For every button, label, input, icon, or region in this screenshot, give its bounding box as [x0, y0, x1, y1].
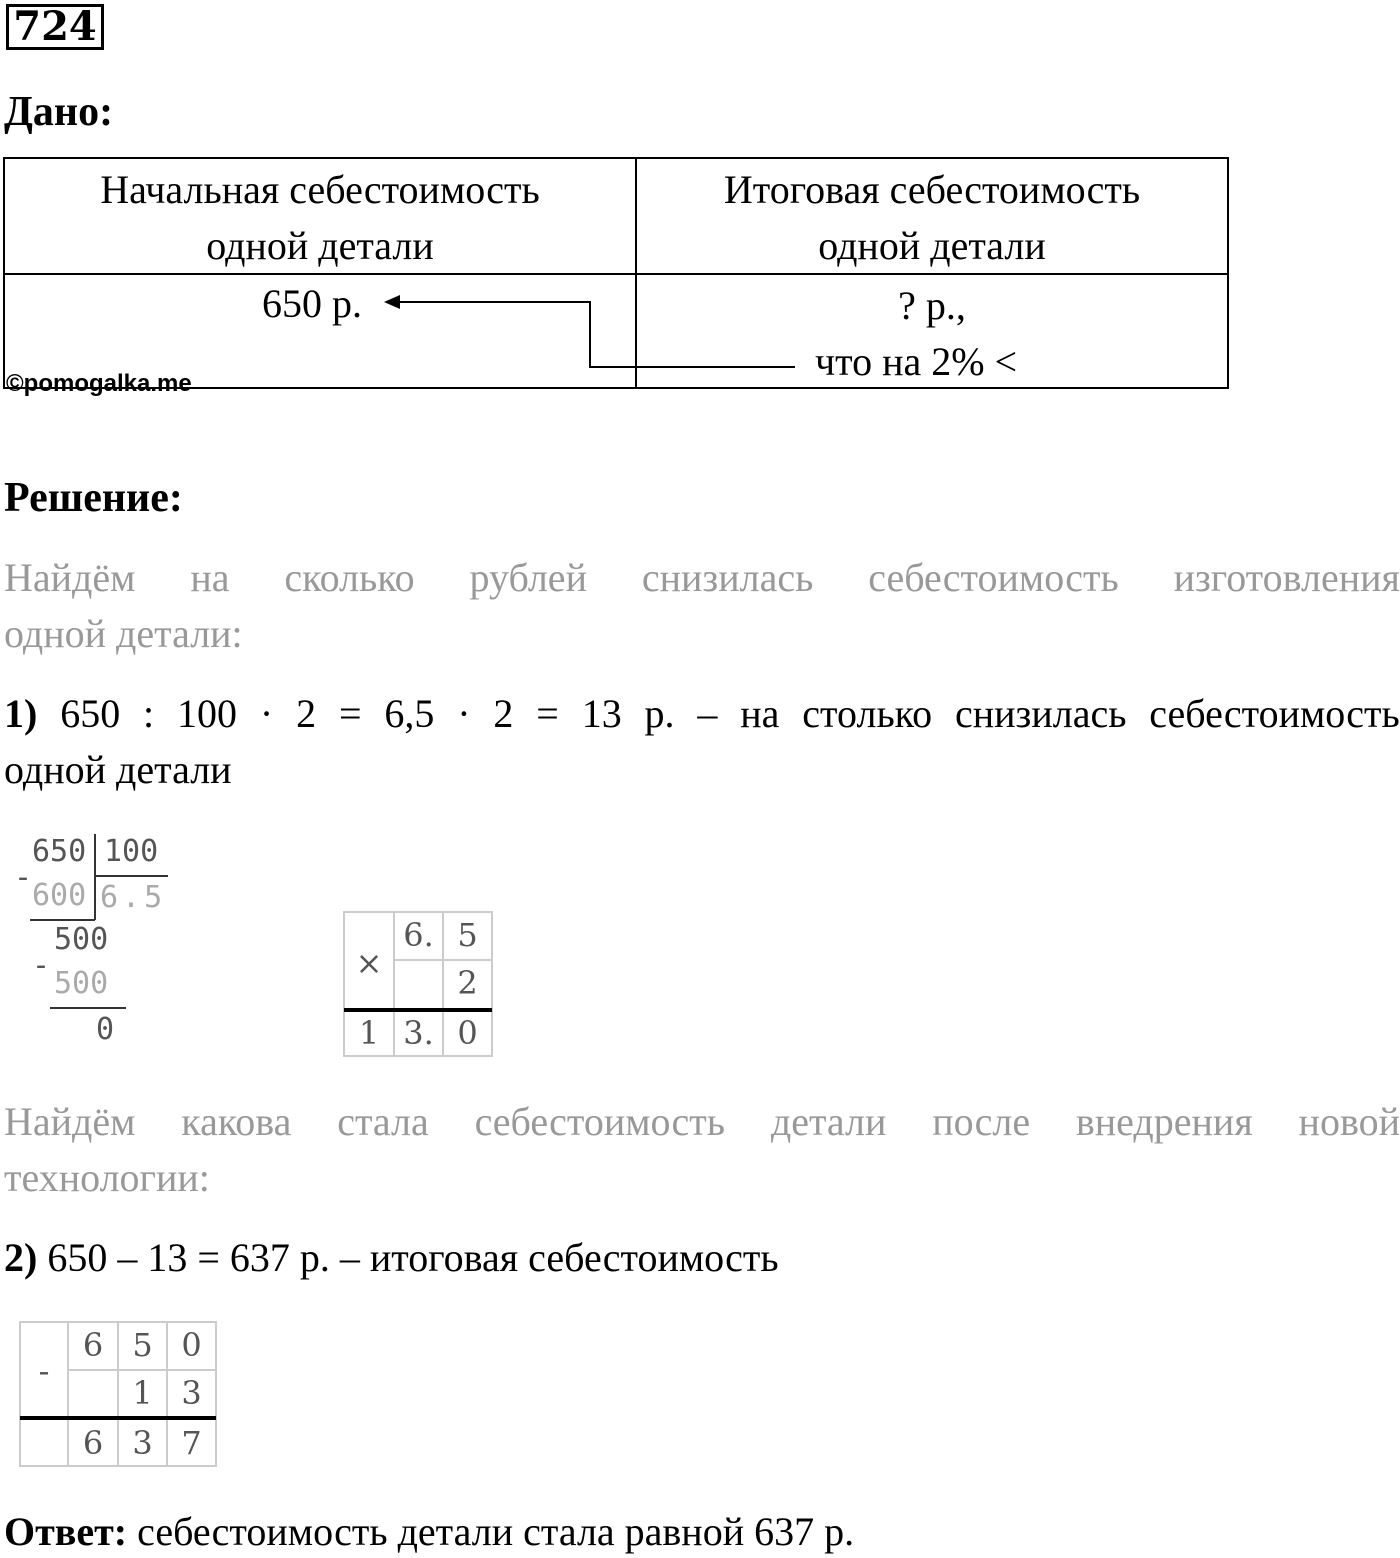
table-final-cost-value: ? р., — [898, 283, 966, 328]
step2-intro-line1: Найдём какова стала себестоимость детали после внедрения новой — [4, 1099, 1400, 1144]
answer — [4, 1508, 854, 1555]
sub-result-digit-3: 7 — [181, 1424, 202, 1462]
multiplication-sign: × — [355, 944, 383, 982]
multiplication-grid — [342, 910, 494, 1060]
task-number-badge: 724 — [6, 4, 104, 50]
step2-intro-line2: технологии: — [4, 1155, 210, 1200]
table-final-cost-condition: что на 2% < — [815, 339, 1018, 384]
division-divisor: 100 — [104, 834, 159, 869]
table-header-col2-line1: Итоговая себестоимость — [723, 167, 1141, 212]
step1-number: 1) — [4, 691, 38, 736]
step2-number: 2) — [4, 1235, 38, 1280]
step1-intro-line2: одной детали: — [4, 611, 243, 656]
answer-text: себестоимость детали стала равной 637 р. — [137, 1509, 855, 1554]
table-header-col1-line1: Начальная себестоимость — [100, 167, 540, 212]
given-heading: Дано: — [4, 89, 114, 135]
division-dividend: 650 — [32, 834, 87, 869]
step1-equation-line1: 1) 650 : 100 · 2 = 6,5 · 2 = 13 р. – на столько снизилась себестоимость — [4, 691, 1400, 736]
mult-top-digit-2: 5 — [457, 916, 478, 954]
division-remainder-1: 500 — [54, 922, 109, 957]
mult-result-digit-3: 0 — [457, 1014, 478, 1052]
step2-equation: 2) 650 – 13 = 637 р. – итоговая себестоимость — [4, 1235, 779, 1280]
sub-top-digit-1: 6 — [82, 1326, 104, 1364]
step1-equation-line2: одной детали — [4, 747, 232, 792]
step1-intro-line1: Найдём на сколько рублей снизилась себестоимость изготовления — [4, 555, 1400, 600]
table-header-col1-line2: одной детали — [206, 223, 434, 268]
sub-result-digit-1: 6 — [82, 1424, 104, 1462]
sub-bottom-digit-3: 3 — [181, 1374, 202, 1412]
sub-bottom-digit-2: 1 — [132, 1374, 153, 1412]
sub-top-digit-3: 0 — [181, 1326, 202, 1364]
arrow-head-icon — [384, 295, 400, 309]
mult-result-digit-1: 1 — [358, 1014, 380, 1052]
division-subtrahend-1: 600 — [32, 878, 87, 913]
table-header-col2-line2: одной детали — [818, 223, 1046, 268]
division-remainder-2: 0 — [96, 1012, 115, 1047]
division-minus-2: - — [32, 948, 51, 983]
mult-bottom-digit-2: 2 — [457, 964, 478, 1002]
subtraction-grid — [18, 1320, 218, 1470]
subtraction-sign: - — [38, 1352, 50, 1390]
division-minus-1: - — [14, 860, 33, 895]
division-subtrahend-2: 500 — [54, 966, 109, 1001]
sub-result-digit-2: 3 — [132, 1424, 153, 1462]
answer-label: Ответ: — [4, 1509, 128, 1554]
sub-top-digit-2: 5 — [132, 1326, 153, 1364]
table-initial-cost-value: 650 р. — [262, 281, 362, 326]
mult-top-digit-1: 6. — [403, 916, 434, 954]
watermark: ©pomogalka.me — [6, 370, 192, 397]
mult-result-digit-2: 3. — [403, 1014, 434, 1052]
long-division — [0, 820, 200, 1060]
solution-heading: Решение: — [4, 475, 183, 521]
division-quotient: 6.5 — [100, 880, 167, 915]
